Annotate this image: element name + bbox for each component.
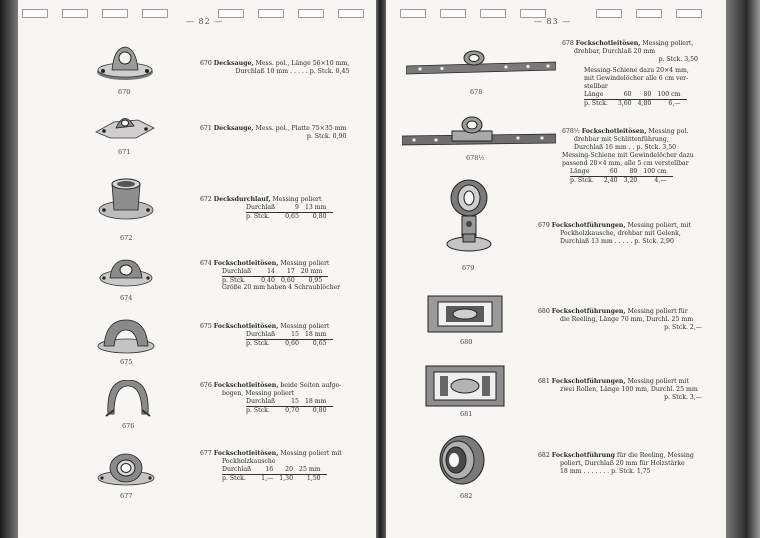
figure-number: 676 bbox=[122, 422, 135, 430]
reeling-fairlead-illustration bbox=[426, 290, 506, 336]
price-table: Durchlaß 9 13 mm p. Stck. 0,65 0,80 bbox=[246, 204, 333, 220]
item-678-half: 678½ Fockschotleitösen, Messing pol. drehbar mit Schlittenführung, Durchlaß 16 mm . . p. Stck. 3,50 Messing-Schiene mit Gewindelöcher dazu passend 20×4 mm, alle 5 cm verstellbar Länge 60 80 100 cm p. Stck. 2,40 3,20 4,— bbox=[562, 128, 694, 184]
fitting-illustration bbox=[94, 110, 156, 144]
figure-number: 677 bbox=[120, 492, 133, 500]
figure-number: 671 bbox=[118, 148, 131, 156]
item-680: 680 Fockschotführungen, Messing poliert für die Reeling, Länge 70 mm, Durchl. 25 mm p. Stck. 2,— bbox=[538, 308, 702, 331]
fitting-illustration bbox=[96, 448, 156, 488]
book-edge-right bbox=[726, 0, 760, 538]
book-gutter bbox=[376, 0, 386, 538]
page-number: — 83 — bbox=[534, 17, 572, 26]
figure-number: 678 bbox=[470, 88, 483, 96]
left-page bbox=[18, 0, 376, 538]
item-675: 675 Fockschotleitösen, Messing poliert Durchlaß 15 18 mm p. Stck. 0,60 0,65 bbox=[200, 323, 333, 347]
item-681: 681 Fockschotführungen, Messing poliert mit zwei Rollen, Länge 100 mm, Durchl. 25 mm p. Stck. 3,— bbox=[538, 378, 702, 401]
figure-number: 679 bbox=[462, 264, 475, 272]
rail-fitting-illustration bbox=[406, 50, 556, 82]
swivel-block-illustration bbox=[446, 178, 492, 260]
roller-fairlead-illustration bbox=[424, 362, 508, 410]
fitting-illustration bbox=[96, 42, 154, 82]
fitting-illustration bbox=[96, 318, 156, 354]
item-672: 672 Decksdurchlauf, Messing poliert Durchlaß 9 13 mm p. Stck. 0,65 0,80 bbox=[200, 196, 333, 220]
item-674: 674 Fockschotleitösen, Messing poliert Durchlaß 14 17 20 mm p. Stck. 0,40 0,60 0,95 Größe 20 mm haben 4 Schraublöcher bbox=[200, 260, 341, 291]
figure-number: 681 bbox=[460, 410, 473, 418]
price-table: Durchlaß 16 20 25 mm p. Stck. 1,— 1,30 1,50 bbox=[222, 466, 327, 482]
price-table: Durchlaß 15 18 mm p. Stck. 0,60 0,65 bbox=[246, 331, 333, 347]
item-679: 679 Fockschotführungen, Messing poliert, mit Pockholzkausche, drehbar mit Gelenk, Durchlaß 13 mm . . . . . p. Stck. 2,90 bbox=[538, 222, 691, 245]
item-677: 677 Fockschotleitösen, Messing poliert mit Pockholzkausche Durchlaß 16 20 25 mm p. Stck. 1,— 1,30 1,50 bbox=[200, 450, 342, 482]
figure-number: 678½ bbox=[466, 154, 485, 162]
fitting-illustration bbox=[104, 380, 152, 418]
fitting-illustration bbox=[98, 256, 154, 288]
figure-number: 672 bbox=[120, 234, 133, 242]
item-678: 678 Fockschotleitösen, Messing poliert, drehbar, Durchlaß 20 mm p. Stck. 3,50 Messing-Schiene dazu 20×4 mm, mit Gewindelöcher alle 6 cm ver- stellbar Länge 60 80 100 cm p. Stck. 3,60 4,80 6,— bbox=[562, 40, 698, 107]
reeling-ring-illustration bbox=[434, 432, 486, 486]
item-670: 670 Decksauge, Mess. pol., Länge 56×10 mm, Durchlaß 10 mm . . . . . p. Stck. 0,45 bbox=[200, 60, 350, 75]
figure-number: 680 bbox=[460, 338, 473, 346]
figure-number: 675 bbox=[120, 358, 133, 366]
item-682: 682 Fockschotführung für die Reeling, Messing poliert, Durchlaß 20 mm für Holzstärke 18 mm . . . . . . . p. Stck. 1,75 bbox=[538, 452, 694, 475]
rail-fitting-illustration bbox=[402, 116, 556, 152]
price-table: Durchlaß 15 18 mm p. Stck. 0,70 0,80 bbox=[246, 398, 333, 414]
right-page bbox=[386, 0, 726, 538]
fitting-illustration bbox=[98, 172, 154, 230]
figure-number: 682 bbox=[460, 492, 473, 500]
book-edge-left bbox=[0, 0, 18, 538]
item-676: 676 Fockschotleitösen, beide Seiten aufge- bogen, Messing poliert Durchlaß 15 18 mm p. Stck. 0,70 0,80 bbox=[200, 382, 342, 414]
price-table: Durchlaß 14 17 20 mm p. Stck. 0,40 0,60 0,95 bbox=[222, 268, 328, 284]
figure-number: 670 bbox=[118, 88, 131, 96]
price-table: Länge 60 80 100 cm p. Stck. 3,60 4,80 6,— bbox=[584, 91, 687, 107]
price-table: Länge 60 80 100 cm p. Stck. 2,40 3,20 4,— bbox=[570, 168, 673, 184]
page-number: — 82 — bbox=[186, 17, 224, 26]
item-671: 671 Decksauge, Mess. pol., Platte 75×35 mm p. Stck. 0,90 bbox=[200, 125, 347, 140]
figure-number: 674 bbox=[120, 294, 133, 302]
